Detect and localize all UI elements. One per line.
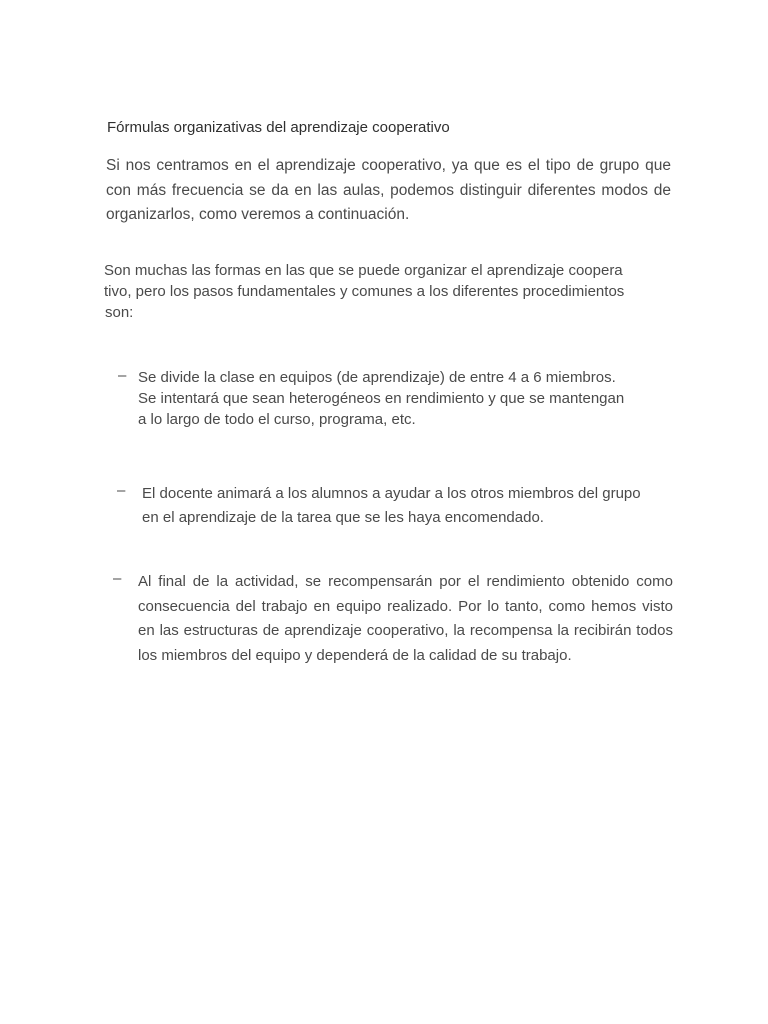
list-item-line: en el aprendizaje de la tarea que se les haya encomendado. <box>142 509 544 526</box>
list-item-text <box>138 367 678 430</box>
list-item-line: Se intentará que sean heterogéneos en rendimiento y que se mantengan <box>138 390 625 407</box>
paragraph-line: tivo, pero los pasos fundamentales y comunes a los diferentes procedimientos <box>104 283 625 300</box>
list-item-text: Al final de la actividad, se recompensarán por el rendimiento obtenido como consecuencia del trabajo en equipo realizado. Por lo tanto, como hemos visto en las estructuras de aprendizaje cooperativo, la recompensa la recibirán todos los miembros del equipo y dependerá de la calidad de su trabajo. <box>138 573 673 664</box>
list-item-line: El docente animará a los alumnos a ayudar a los otros miembros del grupo <box>142 485 641 502</box>
list-item-line: a lo largo de todo el curso, programa, etc. <box>138 411 416 428</box>
section-heading: Fórmulas organizativas del aprendizaje cooperativo <box>107 119 450 136</box>
paragraph-line: Son muchas las formas en las que se puede organizar el aprendizaje coopera <box>104 262 623 279</box>
list-item-line: Se divide la clase en equipos (de aprendizaje) de entre 4 a 6 miembros. <box>138 369 616 386</box>
steps-intro-paragraph <box>104 260 674 323</box>
dash-bullet: – <box>113 570 122 587</box>
paragraph-line: son: <box>105 304 134 321</box>
dash-bullet: – <box>117 482 126 499</box>
list-item-text <box>142 482 682 530</box>
intro-paragraph: Si nos centramos en el aprendizaje cooperativo, ya que es el tipo de grupo que con más frecuencia se da en las aulas, podemos distinguir diferentes modos de organizarlos, como veremos a continuación. <box>106 157 671 223</box>
dash-bullet: – <box>118 367 127 384</box>
